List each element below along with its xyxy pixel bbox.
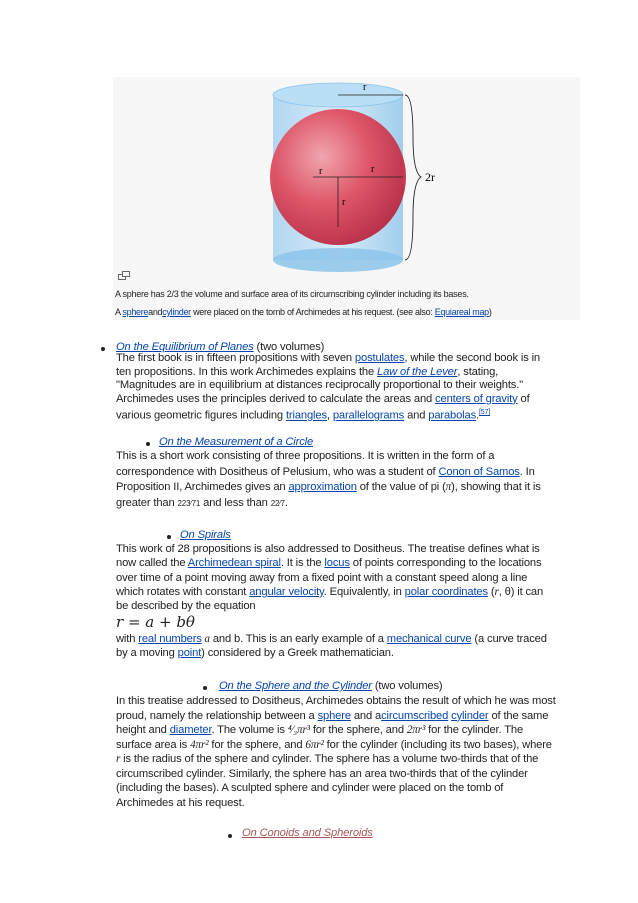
figure-caption-1: A sphere has 2/3 the volume and surface area of its circumscribing cylinder including its bases. [115,289,469,299]
parabolas-link[interactable]: parabolas [428,410,477,423]
section-measurement [116,449,546,511]
text: . It is the [280,557,325,570]
text: ) considered by a Greek mathematician. [201,647,394,660]
label-r-top: r [363,82,367,93]
measurement-of-a-circle-link[interactable]: On the Measurement of a Circle [159,436,314,448]
conoids-and-spheroids-link[interactable]: On Conoids and Spheroids [242,827,373,839]
polar-coordinates-link[interactable]: polar coordinates [404,585,488,598]
text: . [476,410,480,423]
bullet [146,442,150,446]
text: for the cylinder (including its two bases), where [323,738,552,751]
text: . [284,496,288,509]
figure-caption-2 [115,307,492,317]
bullet [228,834,232,838]
text: and less than [200,496,271,509]
parallelograms-link[interactable]: parallelograms [332,410,405,423]
text: of the same height and [116,709,549,736]
approximation-link[interactable]: approximation [288,481,357,493]
fraction-22-7: 22⁄7 [270,498,285,508]
text: The first book is in fifteen propositions with seven [116,352,355,364]
paragraph [116,352,554,393]
b-symbol: b [234,633,241,645]
paragraph [116,632,553,661]
enlarge-icon[interactable] [118,271,130,280]
r-symbol: r [116,753,121,765]
paragraph [116,393,554,424]
law-of-the-lever-link[interactable]: Law of the Lever [377,365,458,378]
sphere-link[interactable]: sphere [317,709,351,722]
section-spirals [116,542,553,613]
section-sphere-cylinder [116,694,556,810]
section-spirals-cont [116,632,553,661]
cylinder-volume-formula: 2πr³ [406,724,426,736]
figure-box [113,77,580,320]
text: , [326,410,333,423]
text: and [404,410,429,423]
fraction-223-71: 223⁄71 [177,498,201,508]
angular-velocity-link[interactable]: angular velocity [249,585,324,598]
text: and a [350,709,382,722]
paragraph [116,694,556,810]
bullet-item-spirals [180,529,231,541]
text: , while the second book is in ten propositions. In this work Archimedes explains the [116,352,540,378]
bullet [101,347,105,351]
bullet-item-conoids [242,827,373,839]
centers-of-gravity-link[interactable]: centers of gravity [435,392,518,405]
text: . This is an early example of a [240,633,387,645]
bullet [167,535,171,539]
text: , [498,585,505,598]
bullet-item-sphere-cylinder [219,680,443,692]
label-r-mid: r [371,164,375,175]
sphere-link[interactable]: sphere [122,307,149,317]
text: . In Proposition II, Archimedes gives an [116,465,535,493]
cylinder-link[interactable]: cylinder [451,709,489,722]
text: ), showing that it is greater than [116,481,541,509]
postulates-link[interactable]: postulates [354,352,405,364]
text: (a curve traced by a moving [116,633,547,660]
bullet [203,686,207,690]
label-r-down: r [342,197,346,208]
text: This work of 28 propositions is also addressed to Dositheus. The treatise defines what is now called the [116,543,540,570]
diameter-link[interactable]: diameter [169,724,212,736]
sphere-and-cylinder-link[interactable]: On the Sphere and the Cylinder [219,680,372,692]
a-symbol: a [201,633,210,645]
text: for the cylinder. The surface area is [116,724,524,751]
equiareal-map-link[interactable]: Equiareal map [434,307,489,317]
caption-text: ) [488,307,492,317]
theta-symbol: θ [504,585,511,598]
section-equilibrium [116,352,554,424]
sphere-cylinder-illustration [253,77,453,273]
text: . Equivalently, in [323,585,405,598]
text: with [116,633,139,645]
pi-symbol: π [445,481,452,493]
mechanical-curve-link[interactable]: mechanical curve [386,633,472,645]
caption-text: A [115,307,123,317]
text: for the sphere, and [309,724,407,736]
caption-text: and [148,307,163,317]
text: ) it can be described by the equation [116,585,544,613]
cylinder-link[interactable]: cylinder [162,307,191,317]
text: of points corresponding to the locations over time of a point moving away from a fixed point with a constant speed along a line which rotates with constant [116,557,542,598]
text: In this treatise addressed to Dositheus, Archimedes obtains the result of which he was most proud, namely the relationship between a [116,695,556,722]
sphere-volume-formula: ⁴⁄₃πr³ [287,724,310,736]
label-r-left: r [319,166,323,177]
locus-link[interactable]: locus [324,557,350,570]
real-numbers-link[interactable]: real numbers [138,633,202,645]
text: of the value of pi ( [356,481,446,493]
paragraph [116,449,546,511]
title-suffix: (two volumes) [253,341,325,353]
title-suffix: (two volumes) [371,680,443,692]
on-spirals-link[interactable]: On Spirals [180,529,231,541]
text: . The volume is [211,724,288,736]
label-2r: 2r [425,170,435,184]
text: for the sphere, and [208,738,306,751]
bullet-item-measurement [159,436,313,448]
equilibrium-of-planes-link[interactable]: On the Equilibrium of Planes [116,341,254,353]
r-symbol: r [494,585,499,598]
caption-text: were placed on the tomb of Archimedes at his request. (see also: [193,307,435,317]
text: Archimedes uses the principles derived to calculate the areas and [116,392,436,405]
text: This is a short work consisting of three propositions. It is written in the form of a correspondence with Dositheus of Pelusium, who was a student of [116,450,495,478]
spiral-equation: r = a + bθ [116,613,195,631]
paragraph [116,542,553,613]
text: of various geometric figures including [116,392,530,423]
point-link[interactable]: point [177,647,202,660]
reference-57-link[interactable]: [57] [479,409,491,417]
text: is the radius of the sphere and cylinder. The sphere has a volume two-thirds that of the circumscribed cylinder. Similarly, the sphere has an area two-thirds that of the cylinder (including the bases). A sculpted sphere and cylinder were placed on the tomb of Archimedes at his request. [116,753,539,809]
circumscribed-link[interactable]: circumscribed [381,709,449,722]
text: , stating, "Magnitudes are in equilibrium at distances reciprocally proportional to their weights." [116,365,524,392]
conon-of-samos-link[interactable]: Conon of Samos [438,465,520,478]
archimedean-spiral-link[interactable]: Archimedean spiral [187,557,281,570]
triangles-link[interactable]: triangles [285,410,327,423]
sphere-area-formula: 4πr² [190,738,209,751]
cylinder-area-formula: 6πr² [305,738,324,751]
text: ( [487,585,495,598]
text: and [209,633,234,645]
